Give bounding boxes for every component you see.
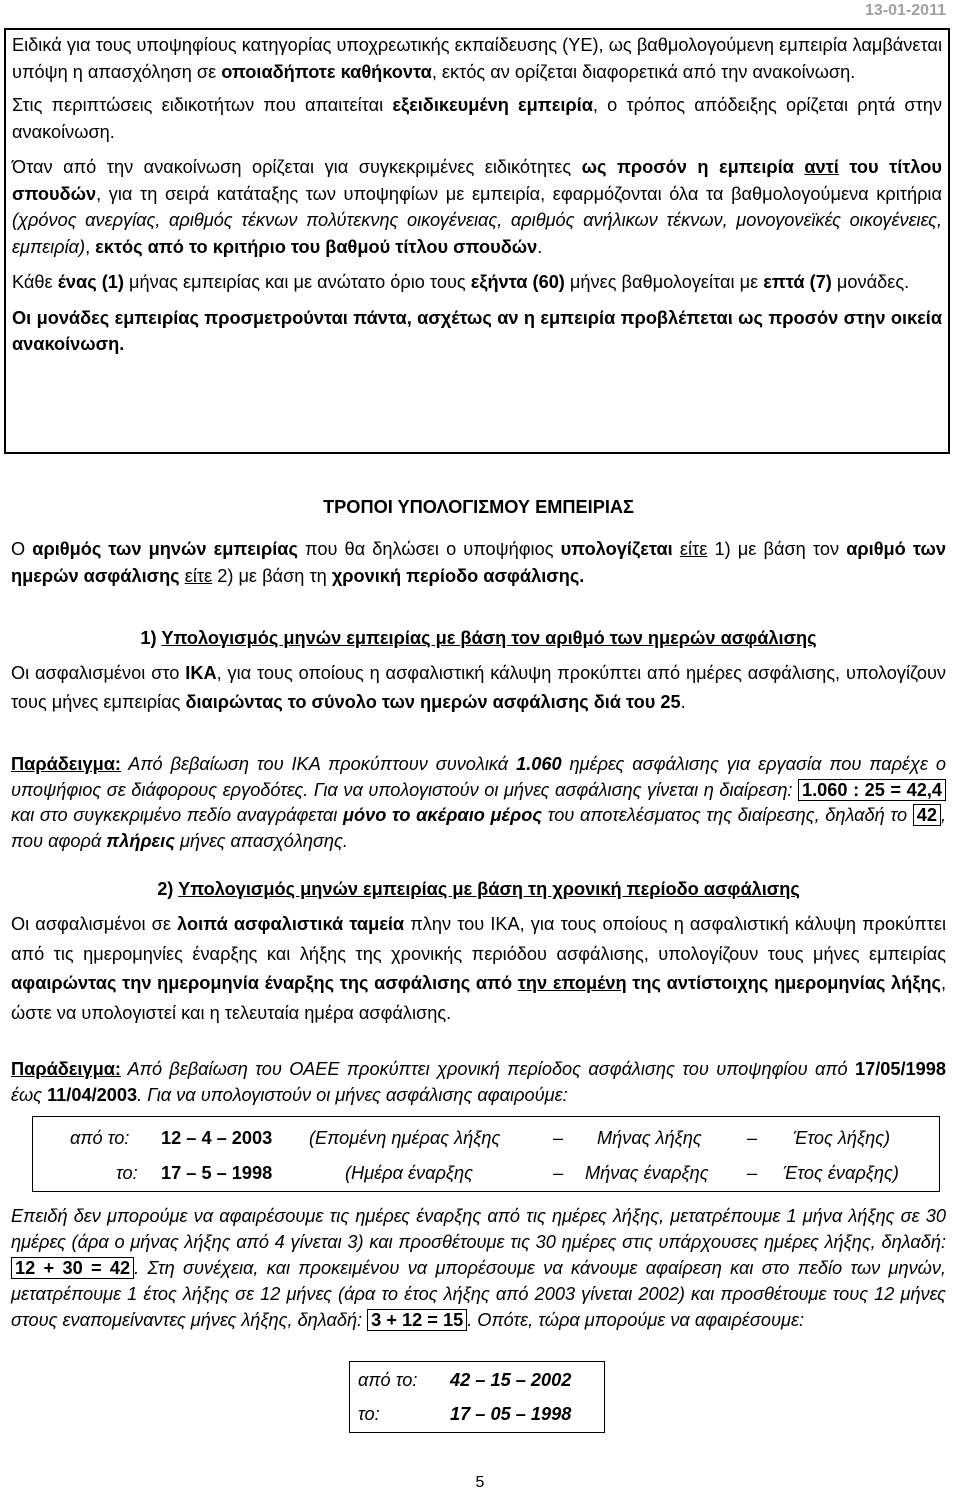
text: του αποτελέσματος της διαίρεσης, δηλαδή το: [542, 805, 913, 825]
text: μήνες απασχόλησης.: [174, 830, 348, 851]
text-bold: 11/04/2003: [47, 1085, 138, 1105]
example-label: Παράδειγμα:: [11, 1059, 121, 1079]
paragraph-qualification: [12, 154, 942, 260]
text-underline: είτε: [184, 566, 213, 586]
text: . Οπότε, τώρα μπορούμε να αφαιρέσουμε:: [467, 1310, 805, 1330]
text-bold: αφαιρώντας την ημερομηνία έναρξης της ασφάλισης από: [11, 973, 518, 993]
calc-box: 12 + 30 = 42: [11, 1257, 134, 1279]
text: . Για να υπολογιστούν οι μήνες ασφάλισης αφαιρούμε:: [137, 1085, 568, 1105]
text-bold: χρονική περίοδο ασφάλισης.: [331, 566, 585, 586]
text-bold-underline: την επομένη: [517, 973, 627, 993]
intro-paragraph: [11, 536, 946, 590]
text: .: [680, 692, 686, 712]
text-italic: (χρόνος ανεργίας, αριθμός τέκνων πολύτεκνης οικογένειας, αριθμός ανήλικων τέκνων, μονογονεϊκές οικογένειες, εμπειρία): [12, 210, 942, 257]
row-value: 17 – 05 – 1998: [450, 1404, 572, 1424]
text-underline: είτε: [679, 539, 708, 559]
text: , που αφορά: [11, 805, 947, 851]
row-label: το:: [116, 1163, 138, 1183]
conversion-paragraph-wrap: [11, 1203, 946, 1333]
text: μήνας εμπειρίας και με ανώτατο όριο τους: [123, 272, 471, 292]
intro-paragraph-wrap: [11, 536, 946, 590]
text-bold: 17/05/1998: [854, 1059, 946, 1079]
row-desc: (Επομένη ημέρας λήξης: [309, 1128, 501, 1148]
text: [673, 539, 680, 559]
row-dash: –: [553, 1163, 564, 1183]
text: ημέρες ασφάλισης για εργασία που παρέχε ο υποψήφιος σε διάφορους εργοδότες. Για να υπολογιστούν οι μήνες ασφάλισης γίνεται η διαίρεση:: [11, 754, 946, 800]
text-bold: μόνο το ακέραιο μέρος: [343, 805, 542, 825]
heading-1: [11, 625, 946, 652]
text: πλην του ΙΚΑ, για τους οποίους η ασφαλιστική κάλυψη προκύπτει από τις ημερομηνίες έναρξης και λήξης της χρονικής περιόδου ασφάλισης, υπολογίζουν τους μήνες εμπειρίας: [11, 914, 946, 964]
section-title: ΤΡΟΠΟΙ ΥΠΟΛΟΓΙΣΜΟΥ ΕΜΠΕΙΡΙΑΣ: [323, 497, 634, 517]
text: , ώστε να υπολογιστεί και η τελευταία ημέρα ασφάλισης.: [11, 973, 946, 1023]
row-value: 42 – 15 – 2002: [450, 1370, 572, 1390]
text: και στο συγκεκριμένο πεδίο αναγράφεται: [11, 805, 343, 825]
paragraph-ye: [12, 32, 942, 85]
date-subtraction-table: [32, 1116, 940, 1192]
conversion-paragraph: [11, 1203, 946, 1333]
row-dash: –: [747, 1128, 758, 1148]
calc-box: 3 + 12 = 15: [367, 1309, 467, 1331]
text-bold: εξήντα (60): [470, 272, 565, 292]
text: .: [537, 236, 543, 257]
notice-box: [4, 28, 950, 454]
text: Από βεβαίωση του ΟΑΕΕ προκύπτει χρονική περίοδος ασφάλισης του υποψηφίου από: [120, 1059, 855, 1079]
page-date: 13-01-2011: [865, 2, 946, 19]
text-bold: ένας (1): [57, 272, 124, 292]
final-subtraction-table: [349, 1361, 605, 1433]
row-label: το:: [358, 1404, 380, 1424]
example-1: [11, 752, 946, 854]
text-bold: του τίτλου σπουδών: [12, 157, 943, 204]
ika-paragraph-wrap: [11, 659, 946, 717]
text-bold: οποιαδήποτε καθήκοντα: [221, 61, 432, 82]
row-dash: –: [553, 1128, 564, 1148]
text: 2) με βάση τη: [212, 566, 332, 586]
row-desc: Μήνας λήξης: [597, 1128, 702, 1148]
row-label: από το:: [358, 1370, 418, 1390]
heading-number: 1): [140, 628, 162, 648]
text-bold: 1.060: [516, 754, 562, 774]
text: Όταν από την ανακοίνωση ορίζεται για συγκεκριμένες ειδικότητες: [12, 157, 582, 177]
example-label: Παράδειγμα:: [11, 754, 121, 774]
text: Ειδικά για τους υποψηφίους κατηγορίας υποχρεωτικής εκπαίδευσης (ΥΕ), ως βαθμολογούμενη εμπειρία λαμβάνεται υπόψη η απασχόληση σε: [12, 35, 942, 82]
text: , εκτός αν ορίζεται διαφορετικά από την ανακοίνωση.: [431, 61, 856, 82]
text-bold: διαιρώντας το σύνολο των ημερών ασφάλισης διά του 25: [185, 692, 681, 712]
text: μονάδες.: [831, 272, 910, 292]
paragraph-months: [12, 269, 942, 296]
example-1-wrap: [11, 752, 946, 854]
text-bold: εκτός από το κριτήριο του βαθμού τίτλου σπουδών: [95, 236, 538, 257]
row-label: από το:: [70, 1128, 130, 1148]
text: Οι ασφαλισμένοι σε: [11, 914, 178, 934]
text-bold: ως προσόν η εμπειρία: [581, 157, 805, 177]
text: ,: [85, 236, 96, 257]
text-bold: πλήρεις: [106, 830, 175, 851]
row-value: 17 – 5 – 1998: [161, 1163, 273, 1183]
text: Στις περιπτώσεις ειδικοτήτων που απαιτείται: [12, 95, 393, 115]
section-title-wrap: [11, 494, 946, 521]
text-bold: της αντίστοιχης ημερομηνίας λήξης: [626, 973, 941, 993]
text: , για τη σειρά κατάταξης των υποψηφίων με εμπειρία, εφαρμόζονται όλα τα βαθμολογούμενα κριτήρια: [96, 183, 942, 204]
text-bold: αριθμός των μηνών εμπειρίας: [32, 539, 298, 559]
text-bold: ΙΚΑ: [185, 663, 217, 683]
text-bold-underline: αντί: [804, 157, 839, 177]
text-bold: επτά (7): [763, 272, 832, 292]
text: . Στη συνέχεια, και προκειμένου να μπορέσουμε να κάνουμε αφαίρεση και στο πεδίο των μηνών, μετατρέπουμε 1 έτος λήξης σε 12 μήνες (άρα το έτος λήξης από 2003 γίνεται 2002) και προσθέτουμε τους 12 μήνες στους εναπομείναντες μήνες λήξης, δηλαδή:: [11, 1258, 946, 1330]
text: Κάθε: [12, 272, 58, 292]
page-number: 5: [475, 1474, 485, 1491]
text: μήνες βαθμολογείται με: [564, 272, 764, 292]
row-desc: Έτος λήξης): [793, 1128, 891, 1148]
text: έως: [11, 1085, 48, 1105]
heading-1-wrap: [11, 625, 946, 652]
heading-2: [11, 876, 946, 903]
other-funds-paragraph: [11, 910, 946, 1028]
paragraph-units: [12, 305, 942, 358]
example-2: [11, 1056, 946, 1108]
row-desc: Μήνας έναρξης: [585, 1163, 709, 1183]
text: Ο: [11, 539, 33, 559]
paragraph-specialized: [12, 92, 942, 145]
row-value: 12 – 4 – 2003: [161, 1128, 273, 1148]
text-bold: αριθμό των ημερών ασφάλισης: [11, 539, 946, 586]
heading-text: Υπολογισμός μηνών εμπειρίας με βάση τη χρονική περίοδο ασφάλισης: [178, 879, 800, 899]
heading-2-wrap: [11, 876, 946, 903]
text-bold: Οι μονάδες εμπειρίας προσμετρούνται πάντα, ασχέτως αν η εμπειρία προβλέπεται ως προσόν στην οικεία ανακοίνωση.: [12, 307, 942, 354]
row-desc: Έτος έναρξης): [783, 1163, 899, 1183]
table-row: [33, 1123, 939, 1153]
text: , ο τρόπος απόδειξης ορίζεται ρητά στην ανακοίνωση.: [12, 95, 943, 142]
ika-paragraph: [11, 659, 946, 717]
text-bold: εξειδικευμένη εμπειρία: [392, 95, 593, 115]
text: 1) με βάση τον: [707, 539, 847, 559]
row-desc: (Ημέρα έναρξης: [345, 1163, 473, 1183]
calc-box: 1.060 : 25 = 42,4: [798, 779, 946, 801]
text: Από βεβαίωση του ΙΚΑ προκύπτουν συνολικά: [120, 754, 517, 774]
text-bold: λοιπά ασφαλιστικά ταμεία: [177, 914, 405, 934]
example-2-wrap: [11, 1056, 946, 1108]
heading-text: Υπολογισμός μηνών εμπειρίας με βάση τον αριθμό των ημερών ασφάλισης: [161, 628, 817, 648]
text: που θα δηλώσει ο υποψήφιος: [297, 539, 561, 559]
heading-number: 2): [157, 879, 179, 899]
text: , για τους οποίους η ασφαλιστική κάλυψη προκύπτει από ημέρες ασφάλισης, υπολογίζουν τους μήνες εμπειρίας: [11, 663, 946, 712]
text: Επειδή δεν μπορούμε να αφαιρέσουμε τις ημέρες έναρξης από τις ημέρες λήξης, μετατρέπουμε 1 μήνα λήξης σε 30 ημέρες (άρα ο μήνας λήξης από 4 γίνεται 3) και προσθέτουμε τις 30 ημέρες στις υπάρχουσες ημέρες λήξης, δηλαδή:: [11, 1206, 946, 1252]
result-box: 42: [913, 804, 941, 826]
table-row: [33, 1158, 939, 1188]
other-funds-paragraph-wrap: [11, 910, 946, 1028]
text: Οι ασφαλισμένοι στο: [11, 663, 186, 683]
row-dash: –: [747, 1163, 758, 1183]
text-bold: υπολογίζεται: [560, 539, 673, 559]
